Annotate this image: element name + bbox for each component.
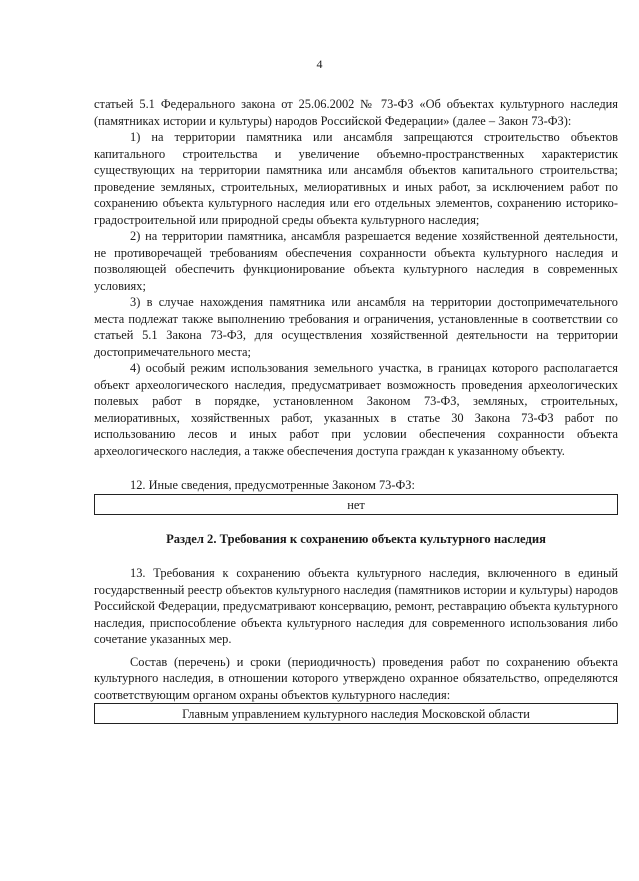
list-item-3: 3) в случае нахождения памятника или ансамбля на территории достопримечательного места подлежат также выполнению требования и ограничения, установленные в соответствии со статьей 5.1 Закона 73-ФЗ, для осуществления хозяйственной деятельности на территории достопримечательного места;: [94, 295, 618, 359]
list-item-1: 1) на территории памятника или ансамбля запрещаются строительство объектов капитального строительства и увеличение объемно-пространственных характеристик существующих на территории памятника или ансамбля объектов капитального строительства; проведение земляных, строительных, мелиоративных и иных работ, за исключением работ по сохранению объекта культурного наследия или его отдельных элементов, сохранению историко-градостроительной или природной среды объекта культурного наследия;: [94, 130, 618, 227]
intro-paragraph: статьей 5.1 Федерального закона от 25.06.2002 № 73-ФЗ «Об объектах культурного наследия (памятниках истории и культуры) народов Российской Федерации» (далее – Закон 73-ФЗ):: [94, 97, 618, 128]
list-item-2: 2) на территории памятника, ансамбля разрешается ведение хозяйственной деятельности, не противоречащей требованиям обеспечения сохранности объекта культурного наследия и позволяющей обеспечить функционирование объекта культурного наследия в современных условиях;: [94, 229, 618, 293]
composition-paragraph: Состав (перечень) и сроки (периодичность) проведения работ по сохранению объекта культурного наследия, в отношении которого утверждено охранное обязательство, определяются соответствующим органом охраны объектов культурного наследия:: [94, 654, 618, 702]
list-item-4: 4) особый режим использования земельного участка, в границах которого располагается объект археологического наследия, предусматривает возможность проведения археологических полевых работ в порядке, установленном Законом 73-ФЗ, земляных, строительных, мелиоративных, хозяйственных работ, указанных в статье 30 Закона 73-ФЗ работ по использованию лесов и иных работ при условии обеспечения сохранности объекта археологического наследия, а также обеспечения доступа граждан к указанному объекту.: [94, 361, 618, 458]
item-12-label: 12. Иные сведения, предусмотренные Законом 73-ФЗ:: [130, 478, 415, 492]
item-12-value-box: нет: [94, 494, 618, 515]
authority-box: Главным управлением культурного наследия Московской области: [94, 703, 618, 724]
item-13-paragraph: 13. Требования к сохранению объекта культурного наследия, включенного в единый государственный реестр объектов культурного наследия (памятников истории и культуры) народов Российской Федерации, предусматривают консервацию, ремонт, реставрацию объекта культурного наследия, приспособление объекта культурного наследия для современного использования либо сочетание указанных мер.: [94, 566, 618, 646]
document-body: [94, 96, 618, 724]
page-number: 4: [316, 57, 323, 71]
section-2-title: Раздел 2. Требования к сохранению объекта культурного наследия: [166, 531, 546, 546]
